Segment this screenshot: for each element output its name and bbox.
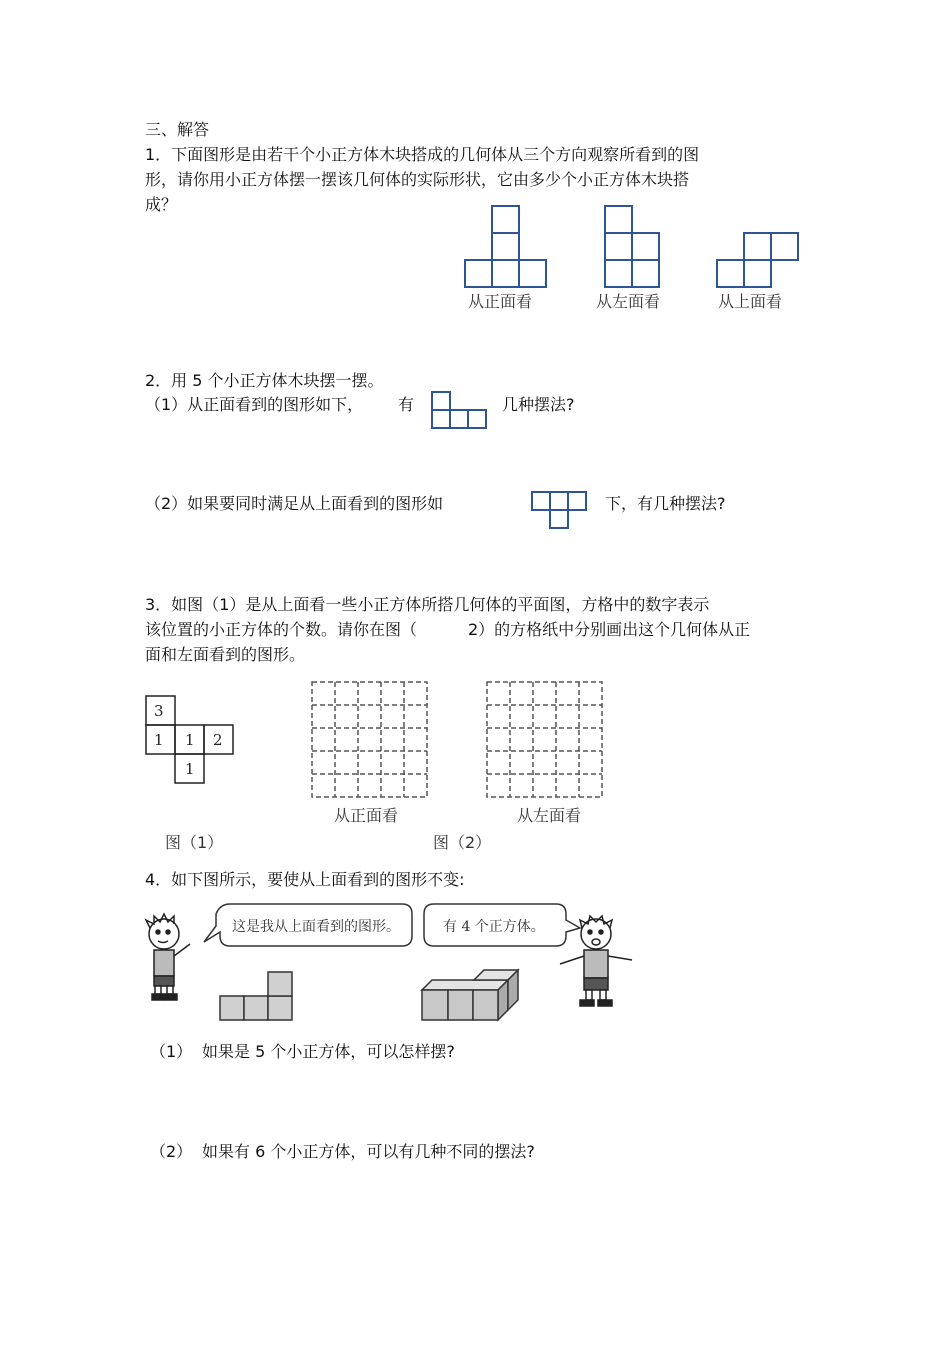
q1-line-2: 形，请你用小正方体摆一摆该几何体的实际形状，它由多少个小正方体木块搭 <box>145 170 690 189</box>
q3-figure-2-caption: 图（2） <box>433 833 492 852</box>
q4-part2-text: 如果有 6 个小正方体，可以有几种不同的摆法? <box>202 1142 535 1161</box>
q1-front-view-label: 从正面看 <box>468 292 533 311</box>
q4-bubble-left-text: 这是我从上面看到的图形。 <box>232 919 400 935</box>
q1-top-view-label: 从上面看 <box>718 292 783 311</box>
grid-cell-number: 2 <box>213 731 223 749</box>
grid-cell-number: 1 <box>185 760 195 778</box>
cube-row-3d <box>422 970 518 1020</box>
grid-cell-number: 1 <box>154 731 164 749</box>
q4-part1-text: 如果是 5 个小正方体，可以怎样摆? <box>202 1042 455 1061</box>
q4-part1-label: （1） <box>150 1042 193 1061</box>
section-title: 三、解答 <box>145 120 210 139</box>
q4-title: 4．如下图所示，要使从上面看到的图形不变: <box>145 870 465 889</box>
q2-title: 2．用 5 个小正方体木块摆一摆。 <box>145 371 384 390</box>
q1-line-1: 1．下面图形是由若干个小正方体木块搭成的几何体从三个方向观察所看到的图 <box>145 145 700 164</box>
q4-bubble-right-text: 有 4 个正方体。 <box>443 919 545 935</box>
q3-left-view-label: 从左面看 <box>517 806 582 825</box>
q3-left-answer-grid <box>486 681 606 801</box>
q1-top-view-diagram <box>716 232 800 289</box>
q4-part2-label: （2） <box>150 1142 193 1161</box>
q3-figure-1-caption: 图（1） <box>165 833 224 852</box>
q3-plan-grid <box>145 695 237 787</box>
q1-left-view-diagram <box>604 205 661 289</box>
grid-cell-number: 1 <box>185 731 195 749</box>
q3-front-answer-grid <box>311 681 431 801</box>
grid-cell-number: 3 <box>154 702 164 720</box>
q3-line-2b: 2）的方格纸中分别画出这个几何体从正 <box>468 620 751 639</box>
q2-front-view-diagram <box>431 391 487 429</box>
q3-front-view-label: 从正面看 <box>334 806 399 825</box>
top-view-l-shape <box>220 972 292 1020</box>
cartoon-boy-left-icon <box>146 914 190 1000</box>
q1-front-view-diagram <box>464 205 548 289</box>
q2-part2-text-before: （2）如果要同时满足从上面看到的图形如 <box>145 494 444 513</box>
q2-part1-text-mid: 有 <box>398 395 415 414</box>
q2-part1-text-after: 几种摆法? <box>502 395 575 414</box>
q3-line-2a: 该位置的小正方体的个数。请你在图（ <box>145 620 418 639</box>
q3-line-3: 面和左面看到的图形。 <box>145 645 306 664</box>
q2-part1-text-before: （1）从正面看到的图形如下， <box>145 395 364 414</box>
q2-part2-text-after: 下，有几种摆法? <box>605 494 726 513</box>
q2-top-view-diagram <box>531 491 589 529</box>
q3-line-1: 3．如图（1）是从上面看一些小正方体所搭几何体的平面图，方格中的数字表示 <box>145 595 710 614</box>
q1-line-3: 成？ <box>145 195 178 214</box>
q1-left-view-label: 从左面看 <box>596 292 661 311</box>
